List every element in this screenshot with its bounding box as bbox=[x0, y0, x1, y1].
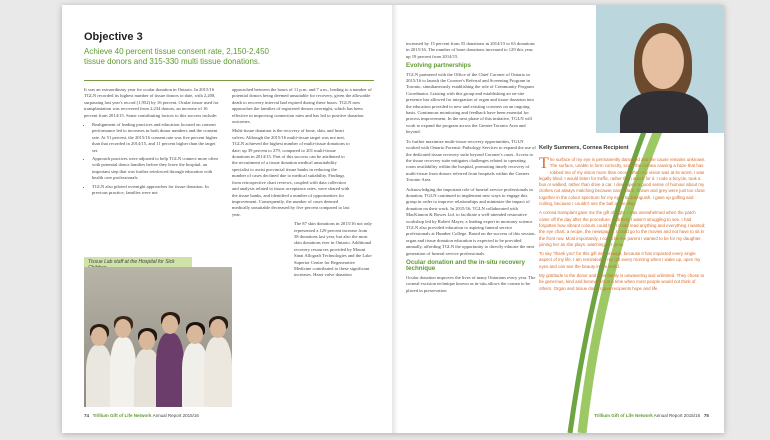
quote-paragraph: A cornea transplant gave me the gift of sight. I was overwhelmed when the patch came off the day after the procedure; suddenly I wasn't struggling to see. I had forgotten how vibrant colours could be. I could read anything and everything I wanted; the eye chart, a recipe, the newspaper. I could go to the movies and not have to sit in the front row. Most importantly, I could be the parent I wanted to be for my daughter, joining her as she plays, watching her grow. bbox=[539, 210, 706, 247]
portrait-shoulders bbox=[620, 91, 708, 133]
staff-person bbox=[86, 345, 112, 407]
recipient-quote bbox=[539, 157, 707, 295]
objective-subtitle: Achieve 40 percent tissue consent rate, 2,150-2,450 tissue donors and 315-330 multi tissue donations. bbox=[84, 47, 270, 66]
section-heading-partnerships: Evolving partnerships bbox=[406, 62, 471, 70]
page-number: 74 bbox=[84, 413, 90, 418]
page-number: 75 bbox=[703, 413, 709, 418]
left-column-1 bbox=[84, 87, 219, 200]
intro-paragraph: It was an extraordinary year for ocular donation in Ontario. In 2015/16 TGLN recorded its highest number of tissue donors to date, with 2,208, surpassing last year's record (1,952) by 16 percent. Ocular tissue used for transplantation was recovered from 2,234 donors, an increase of 16 percent from 2014/15. Some contributing factors to this success include: bbox=[84, 87, 219, 118]
list-item: • Realignment of leading practices and education focused on consent performance led to increases in both donor numbers and the consent rate. At 51 percent, the 2015/16 consent rate was five percent higher than that recorded in 2014/15, and 11 percent higher than the target set. bbox=[92, 122, 219, 154]
paragraph: To further maximize multi-tissue recovery opportunities, TGLN worked with Ontario Forensic Pathology Services to expand the use of the dedicated tissue recovery suite beyond Coroner's cases. Access to the tissue recovery suite mitigates challenges related to operating room availability within the hospital, promoting timely recovery of multi-tissue from donors referred from hospitals within the Greater Toronto Area. bbox=[406, 138, 536, 183]
title-divider bbox=[84, 80, 374, 81]
quote-paragraph: The surface of my eye is permanently damaged and the cause remains unknown. The surface, unable to form correctly, scars the cornea causing a haze that has robbed me of my vision more than once. When my vision was at its worst, I was legally blind. I would listen for traffic, rather than watch for it. I rode a bicycle, took a bus or walked, rather than drive a car. I developed a good sense of humour about my clothes not always matching because navy, black, brown and grey were just too close together in the colour spectrum for my eyes to distinguish. I gave up golfing and curling, because I couldn't see the ball or the skip. bbox=[539, 155, 706, 207]
report-spread bbox=[62, 5, 724, 433]
section-heading-ocular: Ocular donation and the in-situ recovery technique bbox=[406, 259, 525, 273]
list-item: • TGLN also piloted overnight approaches for tissue donation. In previous practice, families were not bbox=[92, 184, 219, 197]
paragraph: approached between the hours of 11 p.m. and 7 a.m., leading to a number of potential donors being deemed unsuitable for recovery, given the allowable death to recovery interval had expired during these hours. TGLN now approaches the families of registered donors overnight, which has been effective in improving connection rates and has led to positive donation outcomes. bbox=[232, 87, 372, 125]
factor-list bbox=[84, 122, 219, 196]
left-page bbox=[62, 5, 394, 433]
tissue-lab-staff-photo bbox=[84, 267, 232, 407]
right-page bbox=[394, 5, 724, 433]
staff-person bbox=[110, 337, 136, 407]
footer-org: Trillium Gift of Life Network bbox=[594, 413, 653, 418]
right-column bbox=[406, 41, 536, 297]
left-column-2 bbox=[232, 87, 372, 282]
recipient-name: Kelly Summers, Cornea Recipient bbox=[539, 145, 629, 151]
paragraph: Multi-tissue donation is the recovery of bone, skin, and heart valves. Although the 2015/16 multi-tissue target was not met, TGLN achieved the highest number of multi-tissue donations to date; up 39 percent to 279, compared to 201 multi-tissue donations in 2014/15. Part of this success can be attributed to the recruitment of a tissue donation medical unsuitability specialist to assist provincial tissue banks in reducing the number of cases declined due to medical suitability. Findings from retrospective chart reviews, coupled with data collection and analysis related to tissue acceptance rates, were shared with the tissue banks, and identified a number of opportunities for improvement. Consequently, the number of cases deemed medically unsuitable decreased by five percent compared to last year. bbox=[232, 128, 350, 217]
paragraph: Ocular donation improves the lives of many Ontarians every year. The corneal excision technique known as in-situ allows the cornea to be placed in preservation bbox=[406, 274, 536, 293]
page-title: Objective 3 bbox=[84, 31, 143, 43]
left-footer bbox=[84, 413, 199, 418]
list-item: • Approach practices were adjusted to help TGLN connect more often with potential donor families before they leave the hospital, an important step that was further reinforced through education with health care professionals. bbox=[92, 156, 219, 182]
quote-paragraph: To say "thank you" for this gift isn't enough, because it has impacted every single aspect of my life. I am reminded of my gift every morning when I wake up, open my eyes and can see the beauty in the world. bbox=[539, 251, 701, 269]
photo-caption: Tissue Lab staff at the Hospital for Sick bbox=[84, 257, 192, 273]
paragraph: The 87 skin donations in 2015/16 not only represented a 129 percent increase from 38 donations last year, but also the most skin donations ever in Ontario. Additional recovery resources provided by Mount Sinai Allograft Technologies and the Lake Superior Centre for Regenerative Medicine contributed to these significant increases. Heart valve donation bbox=[294, 221, 372, 278]
quote-dropcap: T bbox=[539, 155, 549, 172]
footer-org: Trillium Gift of Life Network bbox=[92, 413, 152, 418]
paragraph: increased by 15 percent from 55 donations in 2014/15 to 63 donations in 2015/16. The number of bone donations increased to 129 this year, up 19 percent from 2014/15. bbox=[406, 41, 535, 59]
staff-person bbox=[156, 333, 184, 407]
staff-person bbox=[204, 337, 232, 407]
paragraph: TGLN partnered with the Office of the Chief Coroner of Ontario in 2015/16 to launch the Coroner's Referral and Screening Program in Toronto, simultaneously establishing the role of Community Program Coordinator. Liaising with this group and establishing an on-site presence has allowed for integration of organ and tissue donation into the education provided to new and existing coroners on an ongoing basis. Continuous monitoring and feedback have been essential for process improvement. In the next phase of this initiative, TGLN will work to expand the program across the Greater Toronto Area and beyond. bbox=[406, 71, 534, 135]
footer-report: Annual Report 2015/16 bbox=[152, 413, 199, 418]
portrait-face bbox=[642, 33, 684, 89]
quote-paragraph: My gratitude to the donor and their family is unwavering and unlimited. They chose to be generous, kind and benevolent at a time when most people would not think of others. Organ and tissue donors give recipients hope and life. bbox=[539, 273, 705, 291]
footer-report: Annual Report 2015/16 bbox=[653, 413, 701, 418]
paragraph: Acknowledging the important role of funeral service professionals in donation, TGLN continued to implement new ways to engage this group in order to improve relationships and minimize the impact of donation on their work. In 2015/16, TGLN collaborated with MacKinnon & Bowes Ltd. to facilitate a well-attended restorative workshop led by Robert Mayer, a leading expert in mortuary science. TGLN also provided education to aspiring funeral service professionals at Humber College. Based on the success of this session, organ and tissue donation education is expected to be provided annually, affording TGLN the opportunity to directly educate the next generation of funeral service professionals. bbox=[406, 186, 536, 256]
right-footer bbox=[594, 413, 709, 418]
recipient-portrait bbox=[596, 5, 724, 133]
